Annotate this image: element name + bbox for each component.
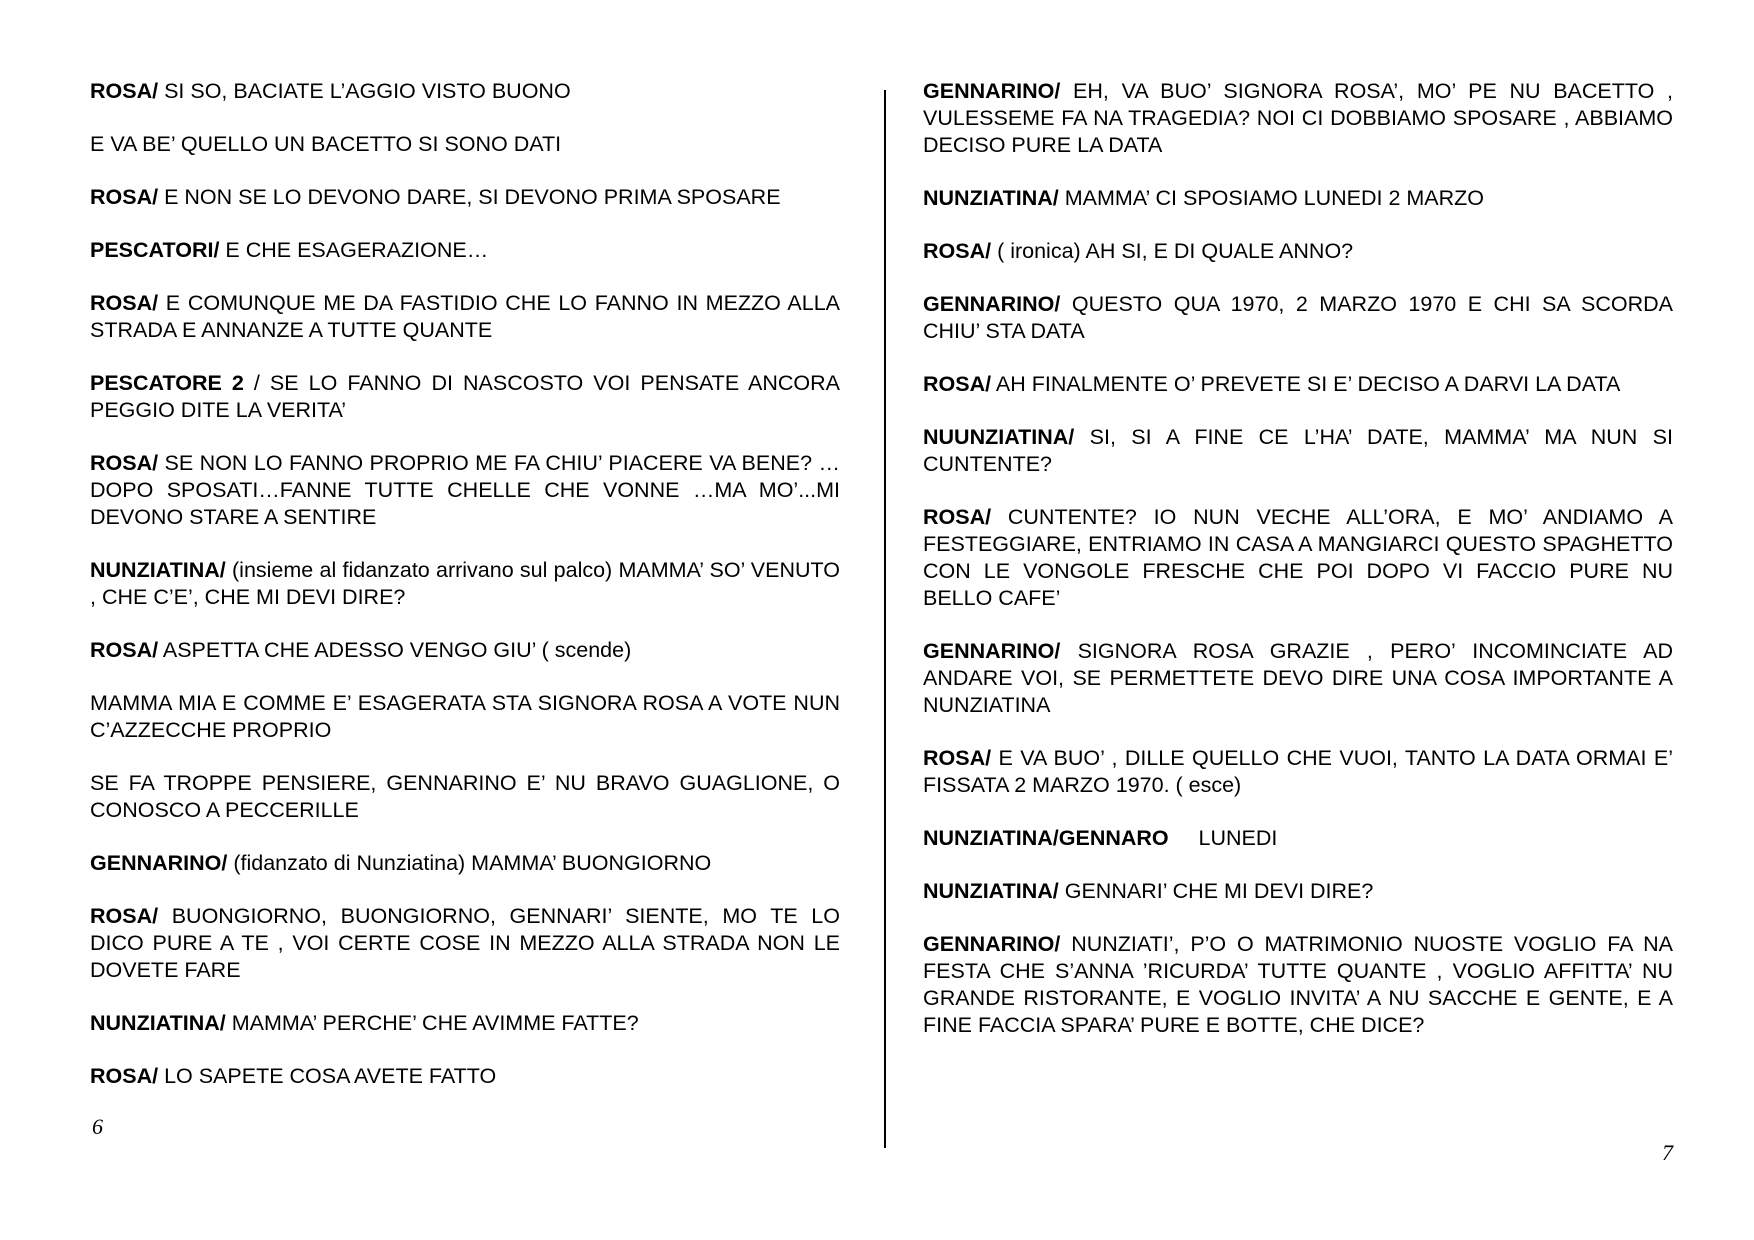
speaker-name: ROSA/ xyxy=(90,904,159,928)
script-line xyxy=(90,850,840,877)
line-text: SE NON LO FANNO PROPRIO ME FA CHIU’ PIACERE VA BENE? …DOPO SPOSATI…FANNE TUTTE CHELLE CHE VONNE …MA MO’...MI DEVONO STARE A SENTIRE xyxy=(90,451,840,529)
speaker-name: ROSA/ xyxy=(90,185,159,209)
line-text: AH FINALMENTE O’ PREVETE SI E’ DECISO A DARVI LA DATA xyxy=(991,372,1621,396)
script-line xyxy=(90,237,840,264)
speaker-name: ROSA/ xyxy=(923,505,992,529)
speaker-name: ROSA/ xyxy=(923,239,992,263)
line-text: ( ironica) AH SI, E DI QUALE ANNO? xyxy=(991,239,1354,263)
script-line xyxy=(923,291,1673,345)
line-text: SI, SI A FINE CE L’HA’ DATE, MAMMA’ MA NUN SI CUNTENTE? xyxy=(923,425,1673,476)
script-line xyxy=(923,745,1673,799)
speaker-name: ROSA/ xyxy=(90,291,159,315)
speaker-name: GENNARINO/ xyxy=(90,851,228,875)
line-text: E VA BUO’ , DILLE QUELLO CHE VUOI, TANTO LA DATA ORMAI E’ FISSATA 2 MARZO 1970. ( esce) xyxy=(923,746,1673,797)
line-text: / SE LO FANNO DI NASCOSTO VOI PENSATE ANCORA PEGGIO DITE LA VERITA’ xyxy=(90,371,840,422)
speaker-name: GENNARINO/ xyxy=(923,79,1061,103)
speaker-name: PESCATORI/ xyxy=(90,238,220,262)
script-line xyxy=(923,825,1673,852)
line-text: E VA BE’ QUELLO UN BACETTO SI SONO DATI xyxy=(90,132,562,156)
script-line xyxy=(90,637,840,664)
line-text: GENNARI’ CHE MI DEVI DIRE? xyxy=(1058,879,1374,903)
script-line xyxy=(90,78,840,105)
script-line xyxy=(923,424,1673,478)
line-text: LUNEDI xyxy=(1168,826,1278,850)
script-line xyxy=(90,1010,840,1037)
line-text: BUONGIORNO, BUONGIORNO, GENNARI’ SIENTE, MO TE LO DICO PURE A TE , VOI CERTE COSE IN MEZZO ALLA STRADA NON LE DOVETE FARE xyxy=(90,904,840,982)
line-text: E NON SE LO DEVONO DARE, SI DEVONO PRIMA SPOSARE xyxy=(158,185,781,209)
line-text: (fidanzato di Nunziatina) MAMMA’ BUONGIORNO xyxy=(227,851,712,875)
line-text: EH, VA BUO’ SIGNORA ROSA’, MO’ PE NU BACETTO , VULESSEME FA NA TRAGEDIA? NOI CI DOBBIAMO SPOSARE , ABBIAMO DECISO PURE LA DATA xyxy=(923,79,1673,157)
page-number-right: 7 xyxy=(1662,1140,1673,1165)
speaker-name: NUNZIATINA/ xyxy=(90,558,226,582)
line-text: ASPETTA CHE ADESSO VENGO GIU’ ( scende) xyxy=(158,638,632,662)
script-line xyxy=(923,878,1673,905)
line-text: MAMMA’ CI SPOSIAMO LUNEDI 2 MARZO xyxy=(1058,186,1485,210)
line-text: QUESTO QUA 1970, 2 MARZO 1970 E CHI SA SCORDA CHIU’ STA DATA xyxy=(923,292,1673,343)
script-line xyxy=(90,290,840,344)
line-text: LO SAPETE COSA AVETE FATTO xyxy=(158,1064,497,1088)
speaker-name: NUNZIATINA/ xyxy=(923,186,1059,210)
script-line xyxy=(90,1063,840,1090)
line-text: E CHE ESAGERAZIONE… xyxy=(219,238,489,262)
left-page xyxy=(90,78,840,1116)
speaker-name: NUNZIATINA/ xyxy=(923,879,1059,903)
script-line xyxy=(923,504,1673,612)
script-line xyxy=(90,131,840,158)
speaker-name: ROSA/ xyxy=(923,372,992,396)
line-text: E COMUNQUE ME DA FASTIDIO CHE LO FANNO IN MEZZO ALLA STRADA E ANNANZE A TUTTE QUANTE xyxy=(90,291,840,342)
script-line xyxy=(923,185,1673,212)
speaker-name: ROSA/ xyxy=(923,746,992,770)
speaker-name: GENNARINO/ xyxy=(923,292,1061,316)
script-line xyxy=(90,770,840,824)
speaker-name: PESCATORE 2 xyxy=(90,371,244,395)
script-line xyxy=(923,371,1673,398)
line-text: SI SO, BACIATE L’AGGIO VISTO BUONO xyxy=(158,79,571,103)
line-text: MAMMA’ PERCHE’ CHE AVIMME FATTE? xyxy=(225,1011,639,1035)
line-text: SE FA TROPPE PENSIERE, GENNARINO E’ NU BRAVO GUAGLIONE, O CONOSCO A PECCERILLE xyxy=(90,771,840,822)
script-line xyxy=(923,638,1673,719)
speaker-name: GENNARINO/ xyxy=(923,639,1061,663)
line-text: SIGNORA ROSA GRAZIE , PERO’ INCOMINCIATE AD ANDARE VOI, SE PERMETTETE DEVO DIRE UNA COSA IMPORTANTE A NUNZIATINA xyxy=(923,639,1673,717)
script-line xyxy=(90,184,840,211)
speaker-name: NUUNZIATINA/ xyxy=(923,425,1075,449)
line-text: CUNTENTE? IO NUN VECHE ALL’ORA, E MO’ ANDIAMO A FESTEGGIARE, ENTRIAMO IN CASA A MANGIARCI QUESTO SPAGHETTO CON LE VONGOLE FRESCHE CHE POI DOPO VI FACCIO PURE NU BELLO CAFE’ xyxy=(923,505,1673,610)
right-page xyxy=(923,78,1673,1065)
speaker-name: GENNARINO/ xyxy=(923,932,1061,956)
script-line xyxy=(923,931,1673,1039)
page-divider xyxy=(884,90,886,1148)
speaker-name: NUNZIATINA/GENNARO xyxy=(923,826,1169,850)
page-number-left: 6 xyxy=(92,1114,103,1139)
speaker-name: ROSA/ xyxy=(90,79,159,103)
speaker-name: ROSA/ xyxy=(90,638,159,662)
speaker-name: NUNZIATINA/ xyxy=(90,1011,226,1035)
line-text: MAMMA MIA E COMME E’ ESAGERATA STA SIGNORA ROSA A VOTE NUN C’AZZECCHE PROPRIO xyxy=(90,691,840,742)
script-line xyxy=(90,450,840,531)
script-line xyxy=(923,78,1673,159)
line-text: NUNZIATI’, P’O O MATRIMONIO NUOSTE VOGLIO FA NA FESTA CHE S’ANNA ’RICURDA’ TUTTE QUANTE , VOGLIO AFFITTA’ NU GRANDE RISTORANTE, E VOGLIO INVITA’ A NU SACCHE E GENTE, E A FINE FACCIA SPARA’ PURE E BOTTE, CHE DICE? xyxy=(923,932,1673,1037)
script-line xyxy=(90,557,840,611)
speaker-name: ROSA/ xyxy=(90,1064,159,1088)
script-line xyxy=(923,238,1673,265)
script-line xyxy=(90,370,840,424)
script-line xyxy=(90,690,840,744)
script-line xyxy=(90,903,840,984)
line-text: (insieme al fidanzato arrivano sul palco) MAMMA’ SO’ VENUTO , CHE C’E’, CHE MI DEVI DIRE? xyxy=(90,558,840,609)
speaker-name: ROSA/ xyxy=(90,451,159,475)
